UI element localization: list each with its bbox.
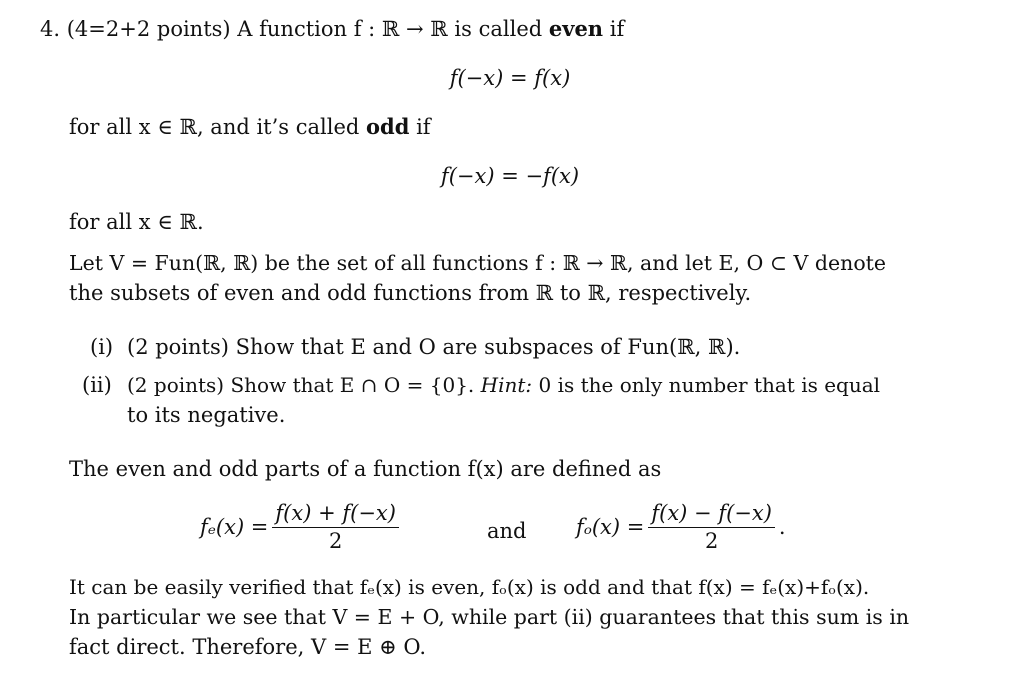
problem-header-text: (4=2+2 points) A function f : ℝ → ℝ is called [66,17,543,41]
fe-fraction [272,500,399,556]
even-equation: f(−x) = f(x) [449,66,571,90]
if-word: if [609,17,625,41]
part-ii-text: (2 points) Show that E ∩ O = {0}. [127,373,475,397]
let-line-1: Let V = Fun(ℝ, ℝ) be the set of all functions f : ℝ → ℝ, and let E, O ⊂ V denote [69,251,887,275]
for-all-text-1: for all x ∈ ℝ, and it’s called [69,115,360,139]
conclusion-line-3: fact direct. Therefore, V = E ⊕ O. [69,635,427,659]
hint-text: 0 is the only number that is equal [538,373,881,397]
problem-number: 4. [40,17,61,41]
hint-label: Hint: [480,373,533,397]
if-word-2: if [416,115,431,139]
and-word: and [487,519,527,543]
problem-header-line [40,14,624,44]
fe-denominator: 2 [328,529,343,554]
let-line-2: the subsets of even and odd functions from ℝ to ℝ, respectively. [69,281,752,305]
odd-keyword: odd [366,114,410,139]
fo-lhs: fₒ(x) = [576,515,645,540]
even-part-definition [200,500,403,556]
conclusion-line-2: In particular we see that V = E + O, while part (ii) guarantees that this sum is in [69,605,910,629]
odd-part-definition [576,500,786,556]
even-keyword: even [548,16,604,41]
fe-lhs: fₑ(x) = [200,515,269,540]
part-ii-label: (ii) [82,373,112,397]
part-ii-line-1 [127,371,880,399]
part-i-label: (i) [90,335,114,359]
for-all-line-1 [69,112,431,142]
for-all-line-2: for all x ∈ ℝ. [69,210,204,234]
fo-numerator: f(x) − f(−x) [648,500,775,528]
conclusion-line-1: It can be easily verified that fₑ(x) is even, fₒ(x) is odd and that f(x) = fₑ(x)+fₒ(x). [69,575,870,599]
part-ii-line-2: to its negative. [127,403,286,427]
definitions-intro: The even and odd parts of a function f(x) are defined as [69,457,662,481]
fo-fraction [648,500,775,556]
part-i-text: (2 points) Show that E and O are subspaces of Fun(ℝ, ℝ). [127,335,741,359]
fe-numerator: f(x) + f(−x) [272,500,399,528]
fo-denominator: 2 [704,529,719,554]
odd-equation: f(−x) = −f(x) [440,164,580,188]
definition-period: . [778,515,786,540]
